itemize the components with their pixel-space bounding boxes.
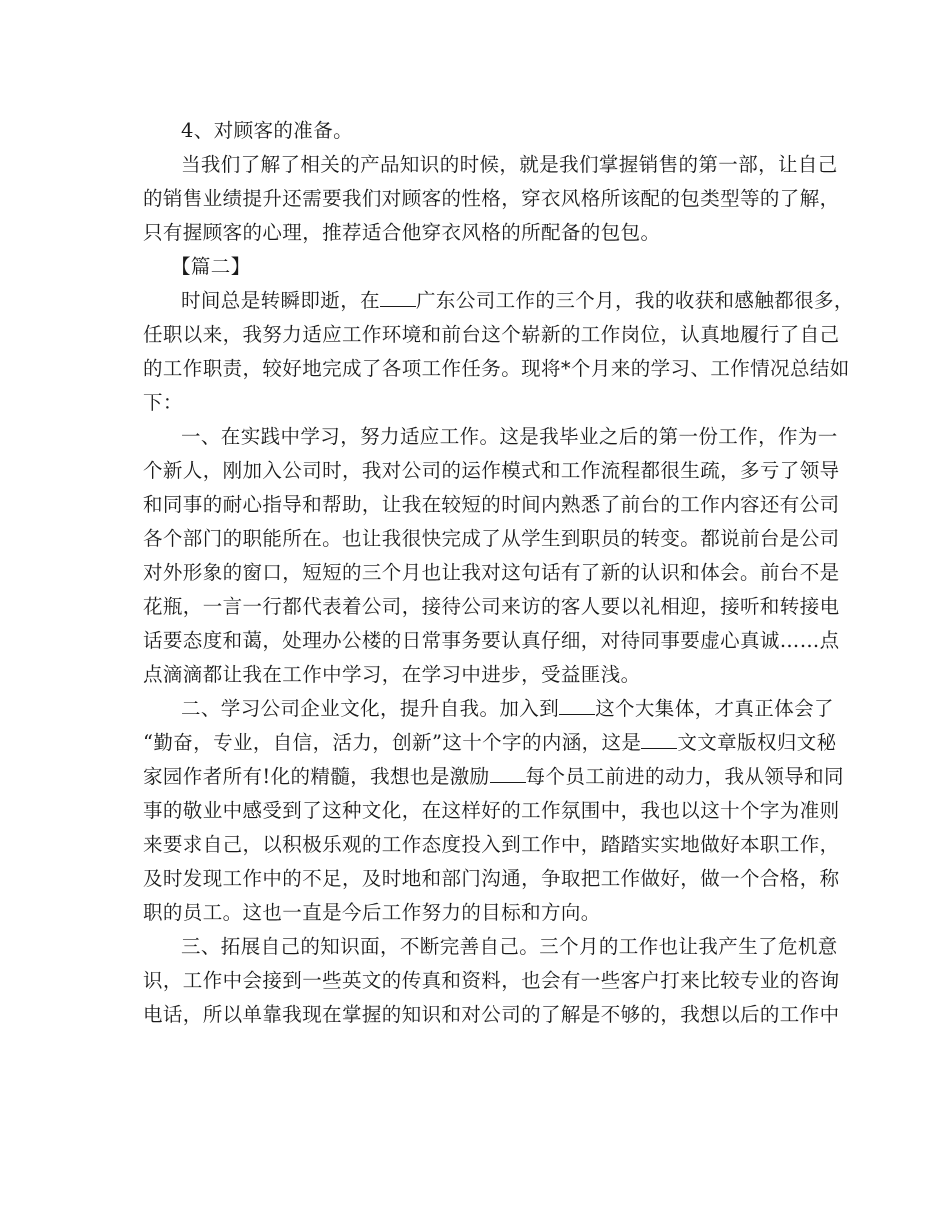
paragraph-line: 话要态度和蔼，处理办公楼的日常事务要认真仔细，对待同事要虚心真诚……点 (143, 629, 840, 652)
text-segment: 每个员工前进的动力，我从领导和同 (525, 765, 844, 788)
text-segment: 文文章版权归文秘 (677, 731, 837, 754)
text-segment: “勤奋，专业，自信，活力，创新”这十个字的内涵，这是 (143, 731, 642, 754)
paragraph-line: 事的敬业中感受到了这种文化，在这样好的工作氛围中，我也以这十个字为准则 (143, 799, 840, 822)
paragraph-line: 4、对顾客的准备。 (181, 119, 354, 142)
paragraph-line: 下： (143, 391, 183, 414)
text-segment: 二、学习公司企业文化，提升自我。加入到 (181, 697, 560, 720)
paragraph-line: 任职以来，我努力适应工作环境和前台这个崭新的工作岗位，认真地履行了自己 (143, 323, 840, 346)
paragraph-line: 各个部门的职能所在。也让我很快完成了从学生到职员的转变。都说前台是公司 (143, 527, 840, 550)
paragraph-line: 对外形象的窗口，短短的三个月也让我对这句话有了新的认识和体会。前台不是 (143, 561, 840, 584)
paragraph-line (143, 726, 837, 760)
blank-underline (380, 288, 416, 307)
paragraph-line: 识，工作中会接到一些英文的传真和资料，也会有一些客户打来比较专业的咨询 (143, 969, 840, 992)
document-body (143, 114, 854, 1032)
text-segment: 家园作者所有!化的精髓，我想也是激励 (143, 765, 490, 788)
blank-underline (490, 764, 526, 783)
paragraph-line: 的工作职责，较好地完成了各项工作任务。现将*个月来的学习、工作情况总结如 (143, 357, 850, 380)
paragraph-line (143, 760, 844, 794)
paragraph-line: 个新人，刚加入公司时，我对公司的运作模式和工作流程都很生疏，多亏了领导 (143, 459, 840, 482)
text-segment: 这个大集体，才真正体会了 (595, 697, 834, 720)
blank-underline (641, 730, 677, 749)
paragraph-line: 电话，所以单靠我现在掌握的知识和对公司的了解是不够的，我想以后的工作中 (143, 1003, 840, 1026)
paragraph-line (143, 284, 854, 318)
paragraph-line: 和同事的耐心指导和帮助，让我在较短的时间内熟悉了前台的工作内容还有公司 (143, 493, 840, 516)
paragraph-line: 一、在实践中学习，努力适应工作。这是我毕业之后的第一份工作，作为一 (181, 425, 838, 448)
paragraph-line: 来要求自己，以积极乐观的工作态度投入到工作中，踏踏实实地做好本职工作， (143, 833, 840, 856)
paragraph-line: 及时发现工作中的不足，及时地和部门沟通，争取把工作做好，做一个合格，称 (143, 867, 840, 890)
paragraph-line: 当我们了解了相关的产品知识的时候，就是我们掌握销售的第一部，让自己 (181, 153, 838, 176)
paragraph-line: 只有握顾客的心理，推荐适合他穿衣风格的所配备的包包。 (143, 221, 661, 244)
paragraph-line: 点滴滴都让我在工作中学习，在学习中进步，受益匪浅。 (143, 663, 641, 686)
blank-underline (559, 696, 595, 715)
section-heading: 【篇二】 (171, 255, 251, 278)
text-segment: 广东公司工作的三个月，我的收获和感触都很多， (416, 289, 854, 312)
text-segment: 时间总是转瞬即逝，在 (181, 289, 381, 312)
paragraph-line (143, 692, 834, 726)
paragraph-line: 三、拓展自己的知识面，不断完善自己。三个月的工作也让我产生了危机意 (181, 935, 838, 958)
paragraph-line: 的销售业绩提升还需要我们对顾客的性格，穿衣风格所该配的包类型等的了解， (143, 187, 840, 210)
paragraph-line: 花瓶，一言一行都代表着公司，接待公司来访的客人要以礼相迎，接听和转接电 (143, 595, 840, 618)
paragraph-line: 职的员工。这也一直是今后工作努力的目标和方向。 (143, 901, 601, 924)
